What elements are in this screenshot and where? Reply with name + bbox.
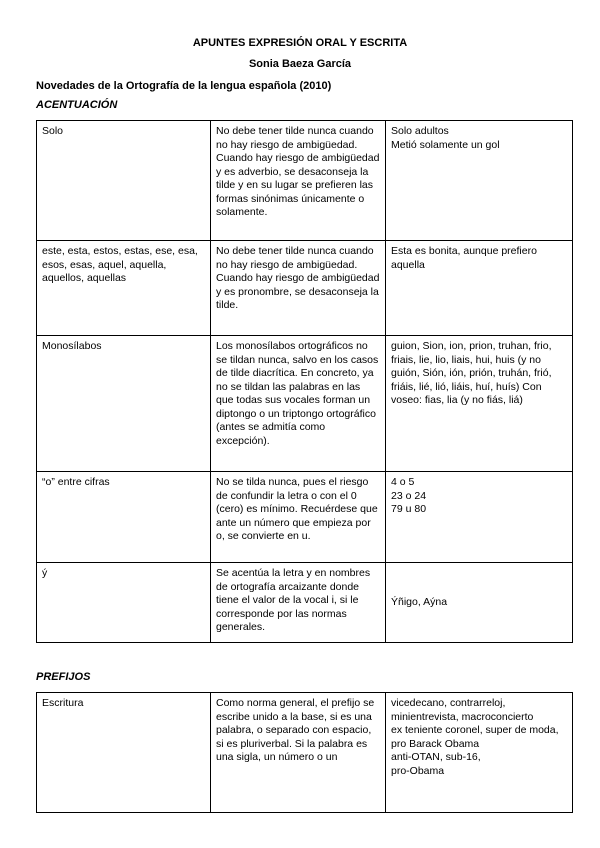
example-cell: vicedecano, contrarreloj, minientrevista, macroconcierto ex teniente coronel, super de moda, pro Barack Obama anti-OTAN, sub-16, pro-Obama [386, 693, 573, 813]
term-cell: Solo [37, 121, 211, 241]
prefijos-table [36, 692, 573, 813]
term-cell: ý [37, 563, 211, 643]
rule-cell: No se tilda nunca, pues el riesgo de confundir la letra o con el 0 (cero) es mínimo. Recuérdese que ante un número que empieza por o, se convierte en u. [211, 472, 386, 563]
example-cell: Esta es bonita, aunque prefiero aquella [386, 241, 573, 336]
section-heading-prefijos: PREFIJOS [36, 671, 91, 683]
term-cell: Monosílabos [37, 336, 211, 472]
rule-cell: Como norma general, el prefijo se escribe unido a la base, si es una palabra, o separado con espacio, si es pluriverbal. Si la palabra es una sigla, un número o un [211, 693, 386, 813]
document-title: APUNTES EXPRESIÓN ORAL Y ESCRITA [192, 37, 408, 49]
term-cell: “o” entre cifras [37, 472, 211, 563]
table-row [37, 241, 573, 336]
term-cell: Escritura [37, 693, 211, 813]
example-cell: 4 o 5 23 o 24 79 u 80 [386, 472, 573, 563]
acentuacion-table [36, 120, 573, 643]
table-row [37, 121, 573, 241]
table-row [37, 563, 573, 643]
example-cell: guion, Sion, ion, prion, truhan, frio, friais, lie, lio, liais, hui, huis (y no guión, Sión, ión, prión, truhán, frió, friáis, lié, lió, liáis, huí, huís) Con voseo: fias, lia (y no fiás, liá) [386, 336, 573, 472]
example-cell: Solo adultos Metió solamente un gol [386, 121, 573, 241]
author-name: Sonia Baeza García [248, 58, 352, 70]
table-row [37, 336, 573, 472]
document-subtitle: Novedades de la Ortografía de la lengua española (2010) [36, 80, 332, 92]
rule-cell: Se acentúa la letra y en nombres de ortografía arcaizante donde tiene el valor de la vocal i, si le corresponde por las normas generales. [211, 563, 386, 643]
rule-cell: Los monosílabos ortográficos no se tildan nunca, salvo en los casos de tilde diacrítica. En concreto, ya no se tildan las palabras en las que todas sus vocales forman un diptongo o un triptongo ortográfico (antes se admitía como excepción). [211, 336, 386, 472]
term-cell: este, esta, estos, estas, ese, esa, esos, esas, aquel, aquella, aquellos, aquellas [37, 241, 211, 336]
table-row [37, 693, 573, 813]
rule-cell: No debe tener tilde nunca cuando no hay riesgo de ambigüedad. Cuando hay riesgo de ambigüedad y es adverbio, se desaconseja la tilde y en su lugar se prefieren las formas sinónimas únicamente o solamente. [211, 121, 386, 241]
example-cell: Ýñigo, Aýna [386, 563, 573, 643]
section-heading-acentuacion: ACENTUACIÓN [36, 99, 118, 111]
table-row [37, 472, 573, 563]
rule-cell: No debe tener tilde nunca cuando no hay riesgo de ambigüedad. Cuando hay riesgo de ambigüedad y es pronombre, se desaconseja la tilde. [211, 241, 386, 336]
